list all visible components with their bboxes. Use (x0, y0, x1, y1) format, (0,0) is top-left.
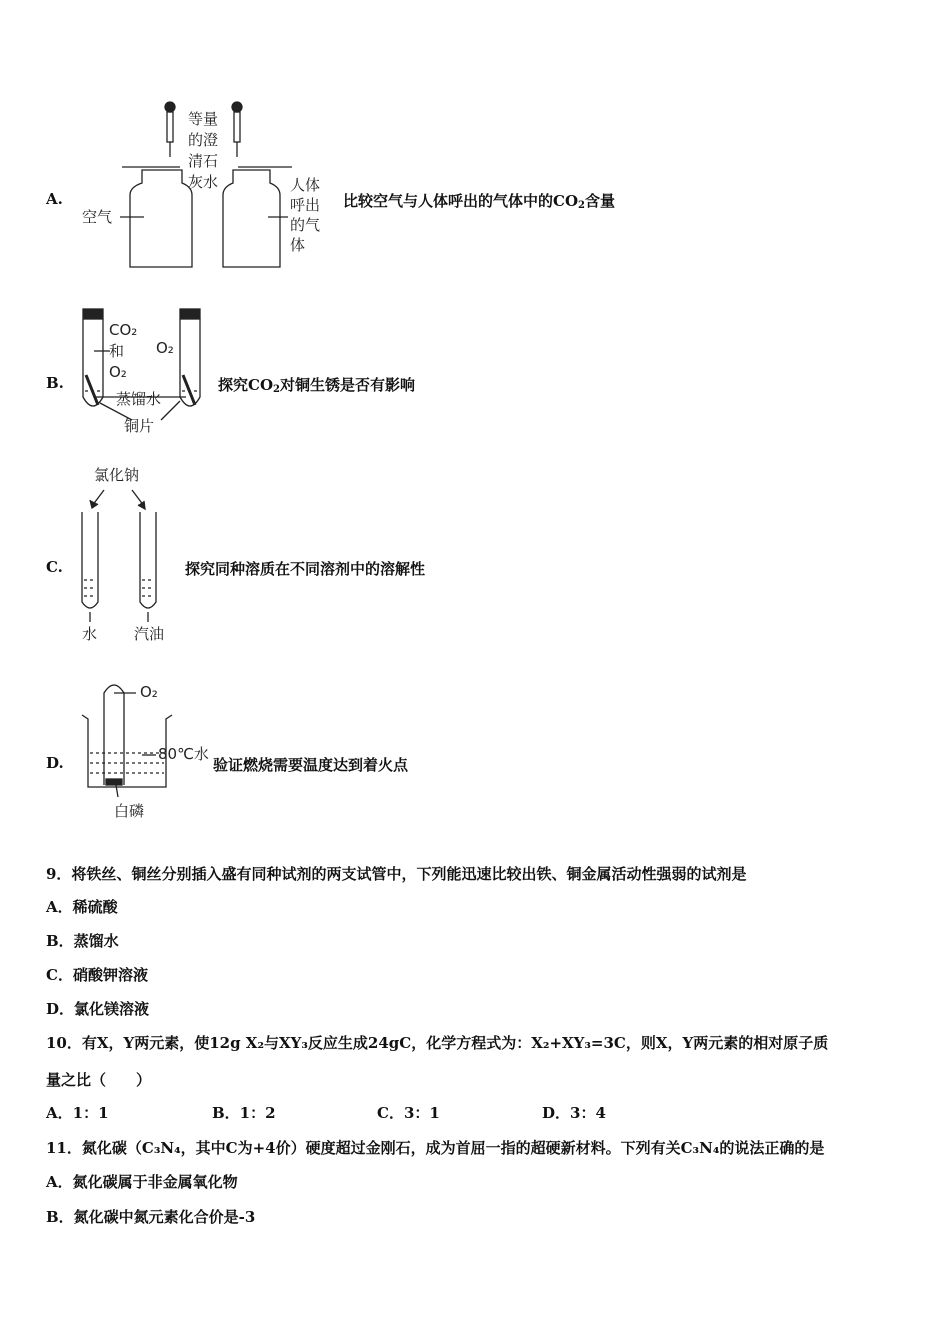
option-b-text-sub: 2 (273, 384, 280, 395)
option-d-letter: D. (46, 754, 64, 772)
diagram-c (76, 462, 186, 647)
sodium-chloride-label: 氯化钠 (94, 466, 140, 484)
reagent-label-line2: 的澄 (188, 131, 219, 149)
hot-water-label: 80℃水 (158, 745, 209, 763)
exhaled-label-line4: 体 (290, 236, 306, 254)
reagent-label-line4: 灰水 (188, 173, 219, 191)
option-b-text-tail: 对铜生锈是否有影响 (279, 376, 415, 394)
q9-option-c: C．硝酸钾溶液 (46, 966, 148, 984)
option-d-text: 验证燃烧需要温度达到着火点 (213, 756, 409, 774)
exhaled-label-line1: 人体 (290, 176, 321, 194)
reagent-label-line3: 清石 (188, 152, 219, 170)
option-c-letter: C. (46, 558, 63, 576)
exhaled-label-line3: 的气 (290, 216, 321, 234)
option-a-text (343, 190, 615, 211)
option-b-letter: B. (46, 374, 64, 392)
diagram-a (80, 95, 340, 270)
option-b-text-main: 探究CO (218, 376, 274, 394)
option-a-text-main: 比较空气与人体呼出的气体中的CO (343, 192, 579, 210)
oxygen-label: O₂ (156, 339, 174, 357)
gas-mixture-line2: 和 (109, 342, 125, 360)
reagent-label (188, 109, 218, 193)
copper-label: 铜片 (124, 417, 155, 435)
q10-stem-line1: 10．有X，Y两元素，使12g X₂与XY₃反应生成24gC，化学方程式为：X₂+XY₃=3C，则X，Y两元素的相对原子质 (46, 1034, 829, 1052)
white-phosphorus-label: 白磷 (114, 802, 145, 820)
q10-option-a: A．1：1 (46, 1104, 109, 1122)
q10-stem-line2: 量之比（ ） (46, 1071, 152, 1089)
reagent-label-line1: 等量 (188, 110, 219, 128)
q11-stem: 11．氮化碳（C₃N₄，其中C为+4价）硬度超过金刚石，成为首屈一指的超硬新材料。下列有关C₃N₄的说法正确的是 (46, 1139, 825, 1157)
option-a-text-tail: 含量 (584, 192, 615, 210)
q9-option-a: A．稀硫酸 (46, 898, 118, 916)
diagram-c-drawing (76, 462, 186, 647)
gas-mixture-line1: CO₂ (109, 321, 138, 339)
q10-option-b: B．1：2 (212, 1104, 276, 1122)
q9-stem: 9．将铁丝、铜丝分别插入盛有同种试剂的两支试管中，下列能迅速比较出铁、铜金属活动性强弱的试剂是 (46, 865, 747, 883)
diagram-b (76, 305, 216, 440)
gas-mixture-label (109, 320, 137, 383)
option-b-text (218, 374, 415, 395)
diagram-d (76, 675, 216, 825)
q11-option-b: B．氮化碳中氮元素化合价是-3 (46, 1208, 256, 1226)
air-label: 空气 (82, 208, 113, 226)
option-a-text-sub: 2 (578, 200, 585, 211)
option-a-letter: A. (46, 190, 63, 208)
water-solvent-label: 水 (82, 625, 98, 643)
gasoline-solvent-label: 汽油 (134, 625, 165, 643)
exhaled-label-line2: 呼出 (290, 196, 321, 214)
d-oxygen-label: O₂ (140, 683, 158, 701)
q11-option-a: A．氮化碳属于非金属氧化物 (46, 1173, 238, 1191)
gas-mixture-line3: O₂ (109, 363, 127, 381)
q9-option-d: D．氯化镁溶液 (46, 1000, 150, 1018)
option-c-text: 探究同种溶质在不同溶剂中的溶解性 (185, 560, 426, 578)
exhaled-gas-label (290, 175, 320, 255)
q9-option-b: B．蒸馏水 (46, 932, 119, 950)
q10-option-c: C．3：1 (377, 1104, 440, 1122)
distilled-water-label: 蒸馏水 (116, 390, 162, 408)
q10-option-d: D．3：4 (542, 1104, 606, 1122)
